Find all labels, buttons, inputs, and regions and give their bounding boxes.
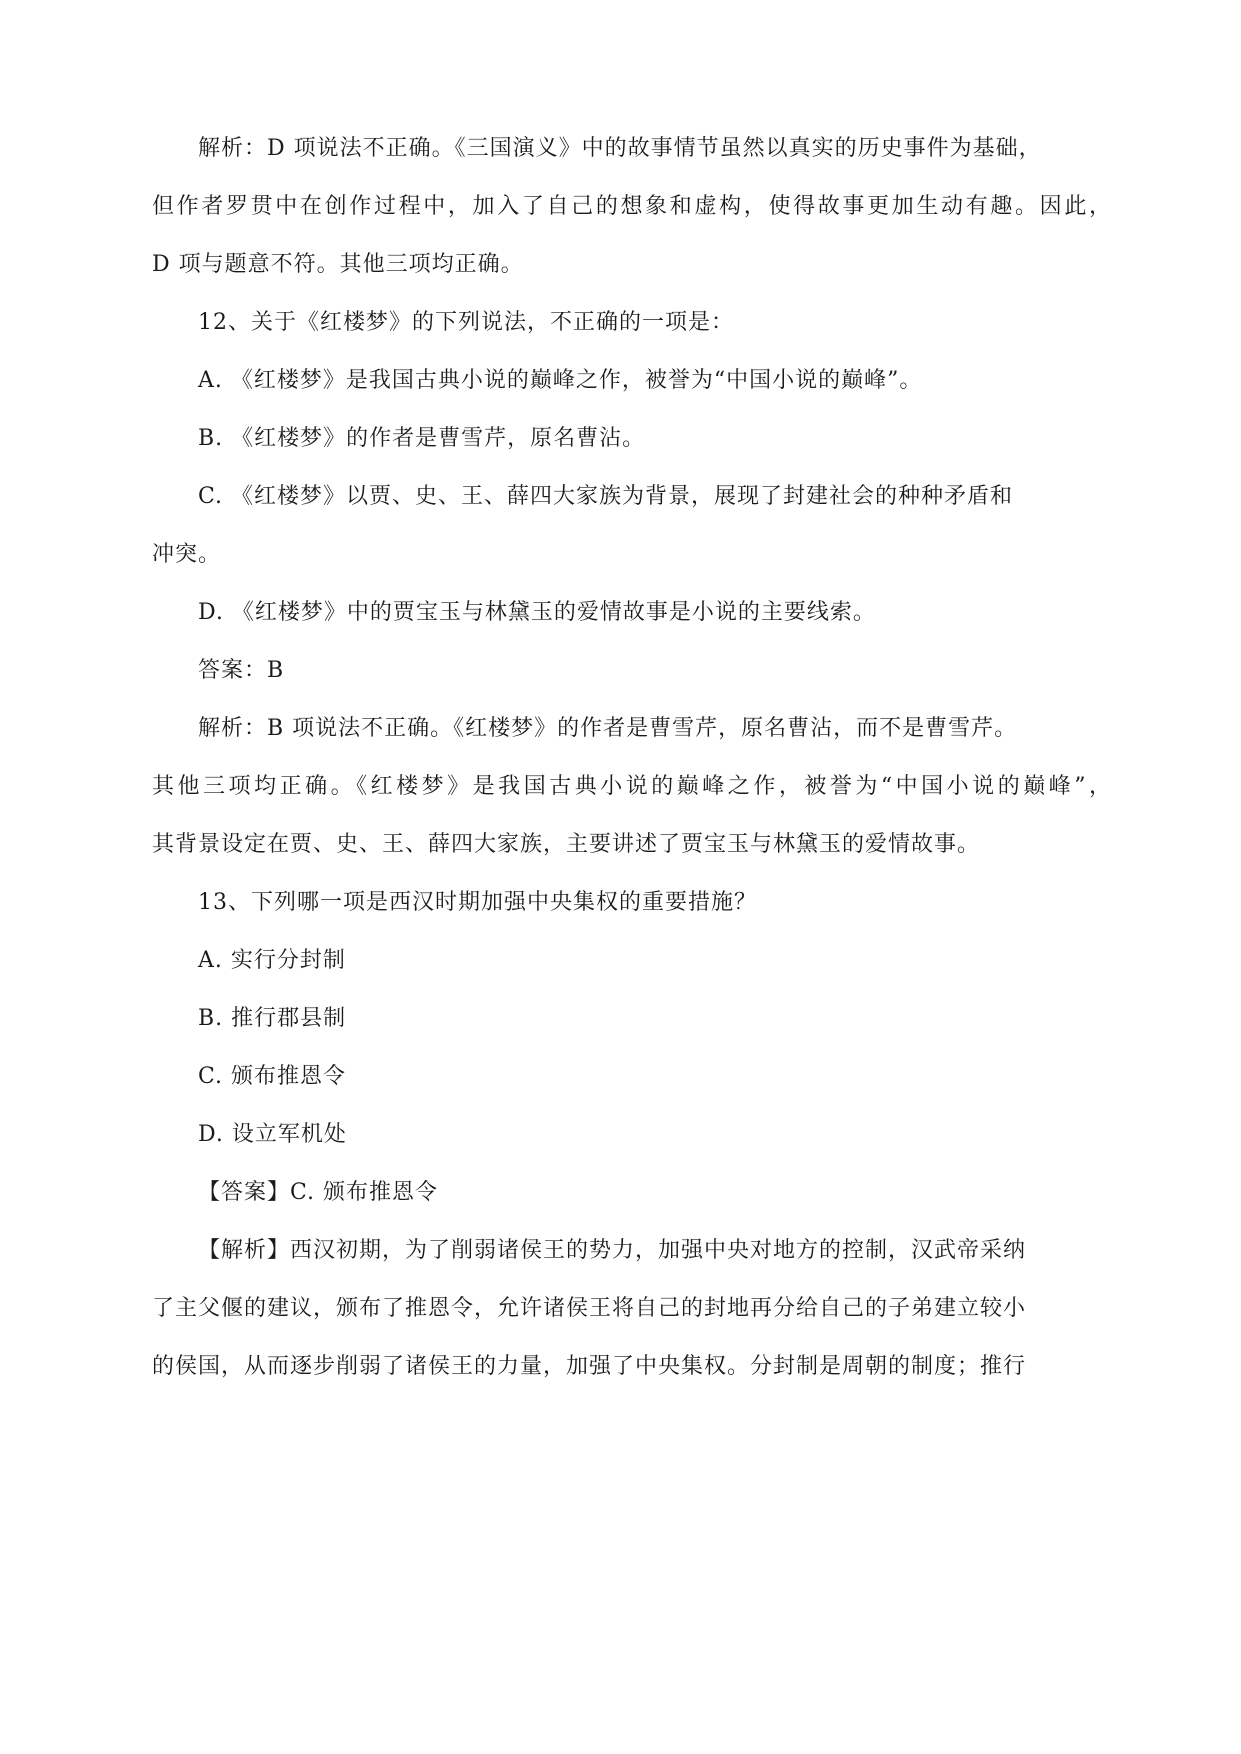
option-c: C. 颁布推恩令 (198, 1064, 347, 1089)
explanation-line: 的侯国，从而逐步削弱了诸侯王的力量，加强了中央集权。分封制是周朝的制度；推行 (152, 1354, 1027, 1379)
option-d: D. 《红楼梦》中的贾宝玉与林黛玉的爱情故事是小说的主要线索。 (198, 600, 876, 625)
paragraph-line: 但作者罗贯中在创作过程中，加入了自己的想象和虚构，使得故事更加生动有趣。因此， (152, 194, 1112, 219)
explanation-line: 其他三项均正确。《红楼梦》是我国古典小说的巅峰之作，被誉为“中国小说的巅峰”， (152, 774, 1112, 799)
answer-line: 答案：B (198, 658, 285, 683)
explanation-line: 【解析】西汉初期，为了削弱诸侯王的势力，加强中央对地方的控制，汉武帝采纳 (198, 1238, 1027, 1263)
question-stem: 12、关于《红楼梦》的下列说法，不正确的一项是： (198, 310, 734, 335)
paragraph-line: D 项与题意不符。其他三项均正确。 (152, 252, 524, 277)
explanation-line: 了主父偃的建议，颁布了推恩令，允许诸侯王将自己的封地再分给自己的子弟建立较小 (152, 1296, 1027, 1321)
answer-line: 【答案】C. 颁布推恩令 (198, 1180, 439, 1205)
question-stem: 13、下列哪一项是西汉时期加强中央集权的重要措施？ (198, 890, 757, 915)
option-c: C. 《红楼梦》以贾、史、王、薛四大家族为背景，展现了封建社会的种种矛盾和 (198, 484, 1014, 509)
explanation-line: 解析：B 项说法不正确。《红楼梦》的作者是曹雪芹，原名曹沾，而不是曹雪芹。 (198, 716, 1018, 741)
option-d: D. 设立军机处 (198, 1122, 347, 1147)
explanation-line: 其背景设定在贾、史、王、薛四大家族，主要讲述了贾宝玉与林黛玉的爱情故事。 (152, 832, 981, 857)
option-b: B. 《红楼梦》的作者是曹雪芹，原名曹沾。 (198, 426, 646, 451)
option-b: B. 推行郡县制 (198, 1006, 347, 1031)
option-c-continued: 冲突。 (152, 542, 222, 567)
option-a: A. 实行分封制 (198, 948, 346, 973)
paragraph-line: 解析：D 项说法不正确。《三国演义》中的故事情节虽然以真实的历史事件为基础， (198, 136, 1042, 161)
option-a: A. 《红楼梦》是我国古典小说的巅峰之作，被誉为“中国小说的巅峰”。 (198, 368, 923, 393)
